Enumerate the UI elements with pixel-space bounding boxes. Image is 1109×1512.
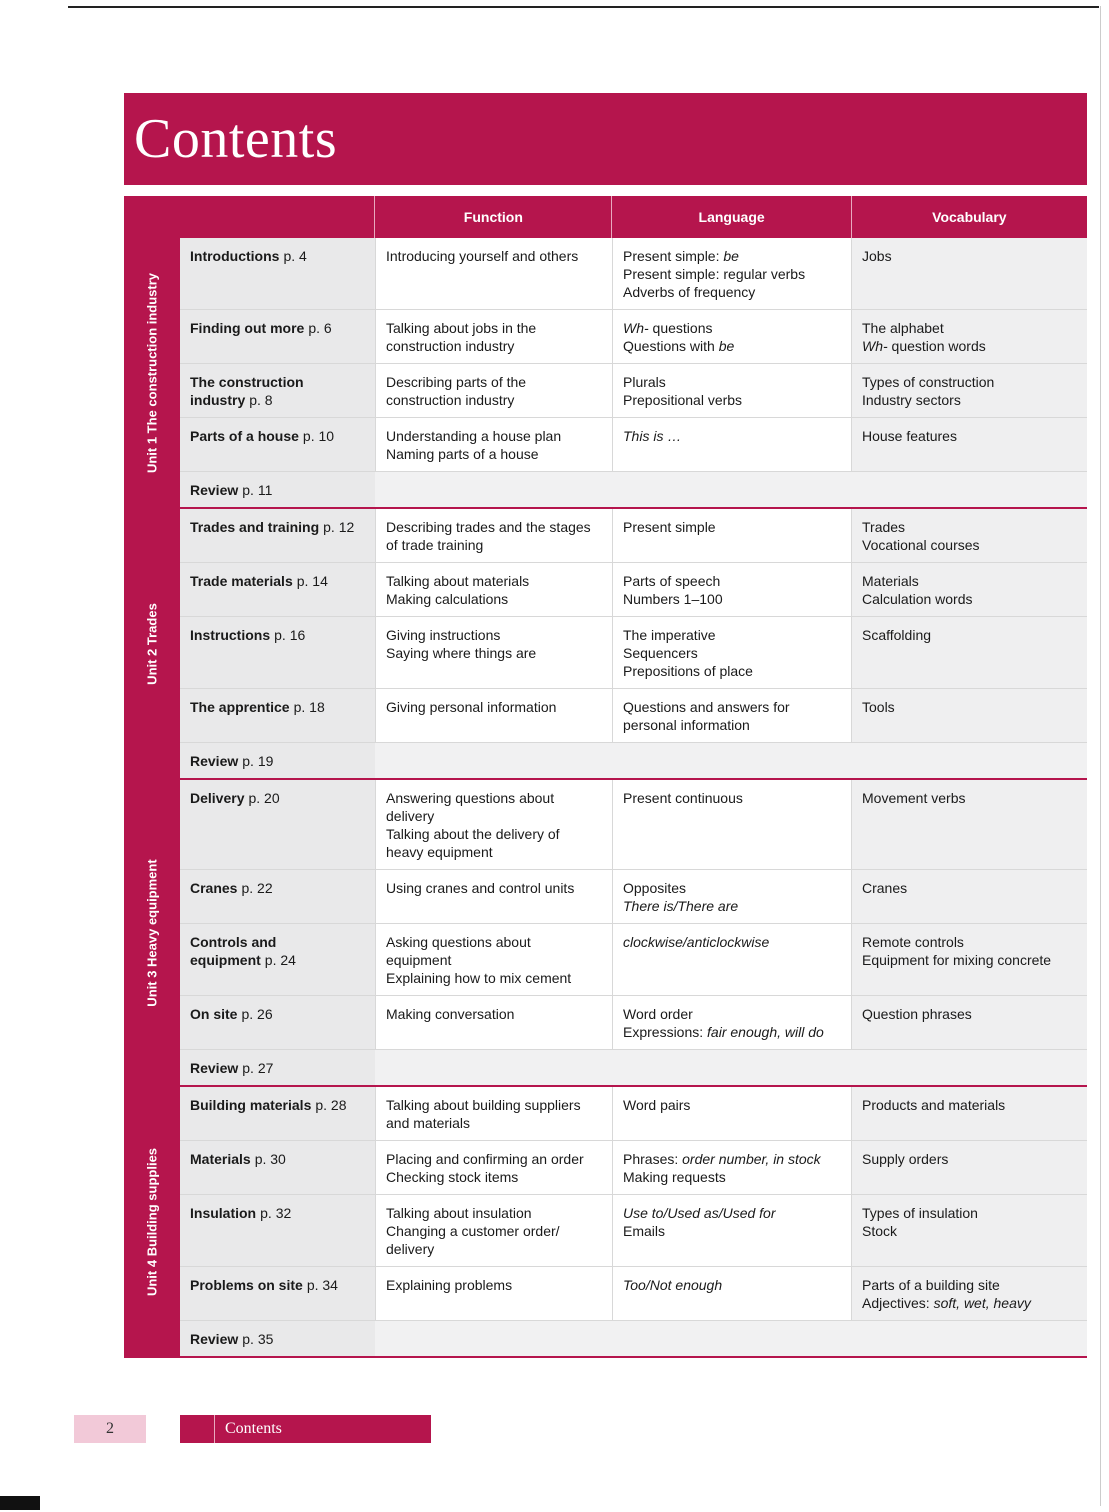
lesson-page: p. 30 bbox=[254, 1151, 286, 1167]
lesson-page: p. 16 bbox=[274, 627, 306, 643]
function-line: Talking about jobs in the bbox=[386, 320, 537, 336]
unit-label bbox=[124, 238, 180, 507]
lesson-title-cell bbox=[180, 870, 375, 923]
language-line: The imperative bbox=[623, 627, 716, 643]
lesson-title-cell bbox=[180, 418, 375, 471]
lesson-page: p. 28 bbox=[315, 1097, 347, 1113]
language-line: Numbers 1–100 bbox=[623, 591, 723, 607]
top-rule bbox=[68, 6, 1099, 8]
function-line: Explaining problems bbox=[386, 1277, 513, 1293]
table-row bbox=[180, 1087, 1087, 1140]
vocabulary-cell bbox=[851, 310, 1087, 363]
function-line: Talking about the delivery of bbox=[386, 826, 560, 842]
function-line: and materials bbox=[386, 1115, 471, 1131]
vocabulary-cell bbox=[851, 1267, 1087, 1320]
lesson-page: p. 8 bbox=[249, 392, 273, 408]
footer-section-label bbox=[180, 1415, 431, 1443]
table-row bbox=[180, 509, 1087, 562]
unit-label-text: Unit 2 Trades bbox=[144, 602, 160, 685]
review-title[interactable]: Review bbox=[190, 482, 239, 498]
function-cell bbox=[375, 1087, 612, 1140]
language-line: Present simple: regular verbs bbox=[623, 266, 806, 282]
lesson-title-cell bbox=[180, 689, 375, 742]
language-line: Emails bbox=[623, 1223, 666, 1239]
function-line: delivery bbox=[386, 808, 435, 824]
column-header-vocabulary: Vocabulary bbox=[851, 196, 1087, 238]
units-container bbox=[124, 238, 1087, 1356]
lesson-page: p. 24 bbox=[264, 952, 296, 968]
review-title[interactable]: Review bbox=[190, 1060, 239, 1076]
language-cell bbox=[612, 924, 851, 995]
table-row bbox=[180, 995, 1087, 1049]
vocabulary-line: Tools bbox=[862, 699, 895, 715]
unit-label bbox=[124, 509, 180, 778]
lesson-title[interactable]: Building materials bbox=[190, 1097, 312, 1113]
language-line: Adverbs of frequency bbox=[623, 284, 756, 300]
lesson-title-cell bbox=[180, 1141, 375, 1194]
vocabulary-cell bbox=[851, 1195, 1087, 1266]
review-fill bbox=[375, 472, 1087, 507]
lesson-title[interactable]: Trade materials bbox=[190, 573, 293, 589]
vocabulary-line: Wh- question words bbox=[862, 338, 986, 354]
unit-lessons bbox=[180, 509, 1087, 778]
lesson-page: p. 20 bbox=[248, 790, 280, 806]
lesson-title[interactable]: Trades and training bbox=[190, 519, 320, 535]
function-line: Answering questions about bbox=[386, 790, 555, 806]
language-cell bbox=[612, 1195, 851, 1266]
function-cell bbox=[375, 563, 612, 616]
vocabulary-line: Jobs bbox=[862, 248, 892, 264]
vocabulary-line: Industry sectors bbox=[862, 392, 961, 408]
table-row bbox=[180, 238, 1087, 309]
unit-label-text: Unit 3 Heavy equipment bbox=[144, 858, 160, 1007]
vocabulary-cell bbox=[851, 617, 1087, 688]
function-line: construction industry bbox=[386, 338, 515, 354]
lesson-title[interactable]: Introductions bbox=[190, 248, 280, 264]
vocabulary-line: Vocational courses bbox=[862, 537, 980, 553]
language-cell bbox=[612, 1141, 851, 1194]
language-line: Prepositions of place bbox=[623, 663, 753, 679]
lesson-title-cell bbox=[180, 996, 375, 1049]
lesson-page: p. 6 bbox=[308, 320, 332, 336]
language-line: Too/Not enough bbox=[623, 1277, 723, 1293]
function-line: Asking questions about bbox=[386, 934, 531, 950]
language-line: Present simple bbox=[623, 519, 716, 535]
function-cell bbox=[375, 870, 612, 923]
function-line: Checking stock items bbox=[386, 1169, 519, 1185]
lesson-title-cell bbox=[180, 509, 375, 562]
lesson-title[interactable]: Instructions bbox=[190, 627, 271, 643]
lesson-page: p. 14 bbox=[296, 573, 328, 589]
lesson-page: p. 10 bbox=[302, 428, 335, 444]
vocabulary-line: The alphabet bbox=[862, 320, 944, 336]
unit-label bbox=[124, 1087, 180, 1356]
header-corner bbox=[124, 196, 374, 238]
vocabulary-line: Remote controls bbox=[862, 934, 964, 950]
function-cell bbox=[375, 1141, 612, 1194]
language-line: clockwise/anticlockwise bbox=[623, 934, 770, 950]
review-fill bbox=[375, 1321, 1087, 1356]
lesson-title[interactable]: Problems on site bbox=[190, 1277, 303, 1293]
review-page: p. 35 bbox=[242, 1331, 274, 1347]
lesson-title-cell bbox=[180, 310, 375, 363]
table-row bbox=[180, 1266, 1087, 1320]
language-line: Word pairs bbox=[623, 1097, 691, 1113]
page-number: 2 bbox=[74, 1415, 146, 1443]
lesson-title-cell bbox=[180, 238, 375, 309]
language-line: Sequencers bbox=[623, 645, 698, 661]
language-cell bbox=[612, 996, 851, 1049]
function-cell bbox=[375, 364, 612, 417]
function-line: Naming parts of a house bbox=[386, 446, 539, 462]
vocabulary-line: Parts of a building site bbox=[862, 1277, 1000, 1293]
vocabulary-line: Equipment for mixing concrete bbox=[862, 952, 1052, 968]
language-line: Questions and answers for bbox=[623, 699, 790, 715]
vocabulary-line: Stock bbox=[862, 1223, 898, 1239]
language-line: Wh- questions bbox=[623, 320, 713, 336]
function-line: Making calculations bbox=[386, 591, 509, 607]
table-header bbox=[124, 196, 1087, 238]
vocabulary-cell bbox=[851, 418, 1087, 471]
review-fill bbox=[375, 1050, 1087, 1085]
vocabulary-cell bbox=[851, 780, 1087, 869]
lesson-title-cell bbox=[180, 1267, 375, 1320]
language-cell bbox=[612, 238, 851, 309]
table-row bbox=[180, 688, 1087, 742]
function-line: Describing trades and the stages bbox=[386, 519, 591, 535]
lesson-title[interactable]: Delivery bbox=[190, 790, 245, 806]
column-header-language: Language bbox=[611, 196, 850, 238]
language-cell bbox=[612, 563, 851, 616]
function-line: Using cranes and control units bbox=[386, 880, 575, 896]
lesson-title-cell bbox=[180, 1087, 375, 1140]
function-line: Talking about building suppliers bbox=[386, 1097, 581, 1113]
vocabulary-cell bbox=[851, 870, 1087, 923]
language-line: Present simple: be bbox=[623, 248, 739, 264]
lesson-title[interactable]: The construction industry bbox=[190, 374, 304, 408]
vocabulary-line: Adjectives: soft, wet, heavy bbox=[862, 1295, 1031, 1311]
language-cell bbox=[612, 870, 851, 923]
review-row bbox=[180, 1049, 1087, 1085]
unit-label-text: Unit 1 The construction industry bbox=[144, 272, 160, 473]
language-line: Plurals bbox=[623, 374, 666, 390]
footer-divider bbox=[214, 1415, 215, 1443]
language-line: Parts of speech bbox=[623, 573, 721, 589]
footer-label: Contents bbox=[225, 1420, 282, 1437]
language-cell bbox=[612, 364, 851, 417]
table-row bbox=[180, 309, 1087, 363]
function-line: Placing and confirming an order bbox=[386, 1151, 584, 1167]
function-line: Giving personal information bbox=[386, 699, 557, 715]
table-row bbox=[180, 616, 1087, 688]
language-line: Questions with be bbox=[623, 338, 735, 354]
vocabulary-line: Scaffolding bbox=[862, 627, 932, 643]
lesson-title-cell bbox=[180, 364, 375, 417]
vocabulary-line: Types of construction bbox=[862, 374, 995, 390]
table-row bbox=[180, 562, 1087, 616]
function-cell bbox=[375, 924, 612, 995]
function-cell bbox=[375, 617, 612, 688]
lesson-title[interactable]: Controls and equipment bbox=[190, 934, 277, 968]
contents-banner bbox=[124, 93, 1087, 185]
function-line: of trade training bbox=[386, 537, 484, 553]
unit-block bbox=[124, 778, 1087, 1085]
review-row bbox=[180, 471, 1087, 507]
lesson-page: p. 4 bbox=[283, 248, 307, 264]
function-line: Introducing yourself and others bbox=[386, 248, 579, 264]
vocabulary-line: Products and materials bbox=[862, 1097, 1006, 1113]
vocabulary-line: House features bbox=[862, 428, 957, 444]
lesson-title-cell bbox=[180, 924, 375, 995]
lesson-page: p. 18 bbox=[293, 699, 325, 715]
bottom-mark bbox=[0, 1496, 40, 1510]
language-line: Prepositional verbs bbox=[623, 392, 743, 408]
vocabulary-cell bbox=[851, 238, 1087, 309]
language-cell bbox=[612, 617, 851, 688]
table-row bbox=[180, 780, 1087, 869]
review-fill bbox=[375, 743, 1087, 778]
vocabulary-line: Trades bbox=[862, 519, 906, 535]
lesson-title[interactable]: Parts of a house bbox=[190, 428, 299, 444]
vocabulary-cell bbox=[851, 563, 1087, 616]
language-line: Word order bbox=[623, 1006, 693, 1022]
vocabulary-cell bbox=[851, 1141, 1087, 1194]
table-row bbox=[180, 417, 1087, 471]
unit-lessons bbox=[180, 238, 1087, 507]
vocabulary-cell bbox=[851, 924, 1087, 995]
review-page: p. 27 bbox=[242, 1060, 274, 1076]
review-cell bbox=[180, 472, 375, 507]
function-cell bbox=[375, 310, 612, 363]
lesson-page: p. 34 bbox=[306, 1277, 338, 1293]
review-cell bbox=[180, 1050, 375, 1085]
unit-block bbox=[124, 1085, 1087, 1356]
table-row bbox=[180, 363, 1087, 417]
review-cell bbox=[180, 1321, 375, 1356]
review-page: p. 19 bbox=[242, 753, 274, 769]
lesson-title-cell bbox=[180, 780, 375, 869]
lesson-title-cell bbox=[180, 617, 375, 688]
unit-lessons bbox=[180, 1087, 1087, 1356]
language-cell bbox=[612, 1267, 851, 1320]
vocabulary-cell bbox=[851, 1087, 1087, 1140]
function-cell bbox=[375, 1267, 612, 1320]
lesson-title[interactable]: Insulation bbox=[190, 1205, 257, 1221]
language-cell bbox=[612, 310, 851, 363]
lesson-title[interactable]: On site bbox=[190, 1006, 238, 1022]
lesson-page: p. 12 bbox=[323, 519, 355, 535]
lesson-title[interactable]: Materials bbox=[190, 1151, 251, 1167]
language-line: There is/There are bbox=[623, 898, 739, 914]
review-title[interactable]: Review bbox=[190, 753, 239, 769]
lesson-page: p. 22 bbox=[241, 880, 273, 896]
unit-block bbox=[124, 507, 1087, 778]
function-cell bbox=[375, 509, 612, 562]
page-edge bbox=[1100, 6, 1101, 1506]
function-line: Talking about materials bbox=[386, 573, 530, 589]
table-row bbox=[180, 923, 1087, 995]
contents-table bbox=[124, 196, 1087, 1358]
function-line: Changing a customer order/ bbox=[386, 1223, 560, 1239]
lesson-page: p. 32 bbox=[260, 1205, 292, 1221]
language-cell bbox=[612, 780, 851, 869]
function-line: equipment bbox=[386, 952, 452, 968]
review-page: p. 11 bbox=[242, 482, 273, 498]
function-line: construction industry bbox=[386, 392, 515, 408]
vocabulary-line: Materials bbox=[862, 573, 919, 589]
column-header-function: Function bbox=[374, 196, 611, 238]
language-cell bbox=[612, 1087, 851, 1140]
function-line: Describing parts of the bbox=[386, 374, 527, 390]
language-line: This is … bbox=[623, 428, 682, 444]
function-cell bbox=[375, 238, 612, 309]
vocabulary-line: Movement verbs bbox=[862, 790, 966, 806]
function-line: heavy equipment bbox=[386, 844, 493, 860]
vocabulary-cell bbox=[851, 364, 1087, 417]
review-row bbox=[180, 742, 1087, 778]
function-cell bbox=[375, 996, 612, 1049]
language-cell bbox=[612, 418, 851, 471]
language-line: Making requests bbox=[623, 1169, 726, 1185]
language-line: Opposites bbox=[623, 880, 687, 896]
function-line: Giving instructions bbox=[386, 627, 501, 643]
function-line: Explaining how to mix cement bbox=[386, 970, 572, 986]
lesson-title-cell bbox=[180, 563, 375, 616]
vocabulary-line: Calculation words bbox=[862, 591, 973, 607]
function-cell bbox=[375, 1195, 612, 1266]
table-row bbox=[180, 1194, 1087, 1266]
language-line: personal information bbox=[623, 717, 750, 733]
unit-block bbox=[124, 238, 1087, 507]
lesson-title[interactable]: Cranes bbox=[190, 880, 238, 896]
language-cell bbox=[612, 509, 851, 562]
language-line: Expressions: fair enough, will do bbox=[623, 1024, 824, 1040]
lesson-title[interactable]: Finding out more bbox=[190, 320, 305, 336]
vocabulary-line: Types of insulation bbox=[862, 1205, 978, 1221]
table-row bbox=[180, 869, 1087, 923]
unit-lessons bbox=[180, 780, 1087, 1085]
function-line: Understanding a house plan bbox=[386, 428, 562, 444]
function-cell bbox=[375, 780, 612, 869]
language-line: Present continuous bbox=[623, 790, 743, 806]
review-row bbox=[180, 1320, 1087, 1356]
review-title[interactable]: Review bbox=[190, 1331, 239, 1347]
page-title: Contents bbox=[134, 108, 338, 170]
function-cell bbox=[375, 418, 612, 471]
language-line: Phrases: order number, in stock bbox=[623, 1151, 821, 1167]
language-line: Use to/Used as/Used for bbox=[623, 1205, 776, 1221]
table-row bbox=[180, 1140, 1087, 1194]
review-cell bbox=[180, 743, 375, 778]
vocabulary-line: Supply orders bbox=[862, 1151, 949, 1167]
function-line: delivery bbox=[386, 1241, 435, 1257]
function-line: Making conversation bbox=[386, 1006, 515, 1022]
vocabulary-line: Question phrases bbox=[862, 1006, 972, 1022]
vocabulary-cell bbox=[851, 509, 1087, 562]
lesson-title-cell bbox=[180, 1195, 375, 1266]
vocabulary-cell bbox=[851, 996, 1087, 1049]
vocabulary-cell bbox=[851, 689, 1087, 742]
vocabulary-line: Cranes bbox=[862, 880, 908, 896]
language-cell bbox=[612, 689, 851, 742]
function-line: Talking about insulation bbox=[386, 1205, 532, 1221]
lesson-title[interactable]: The apprentice bbox=[190, 699, 290, 715]
function-line: Saying where things are bbox=[386, 645, 537, 661]
function-cell bbox=[375, 689, 612, 742]
unit-label bbox=[124, 780, 180, 1085]
unit-label-text: Unit 4 Building supplies bbox=[144, 1147, 160, 1296]
lesson-page: p. 26 bbox=[241, 1006, 273, 1022]
